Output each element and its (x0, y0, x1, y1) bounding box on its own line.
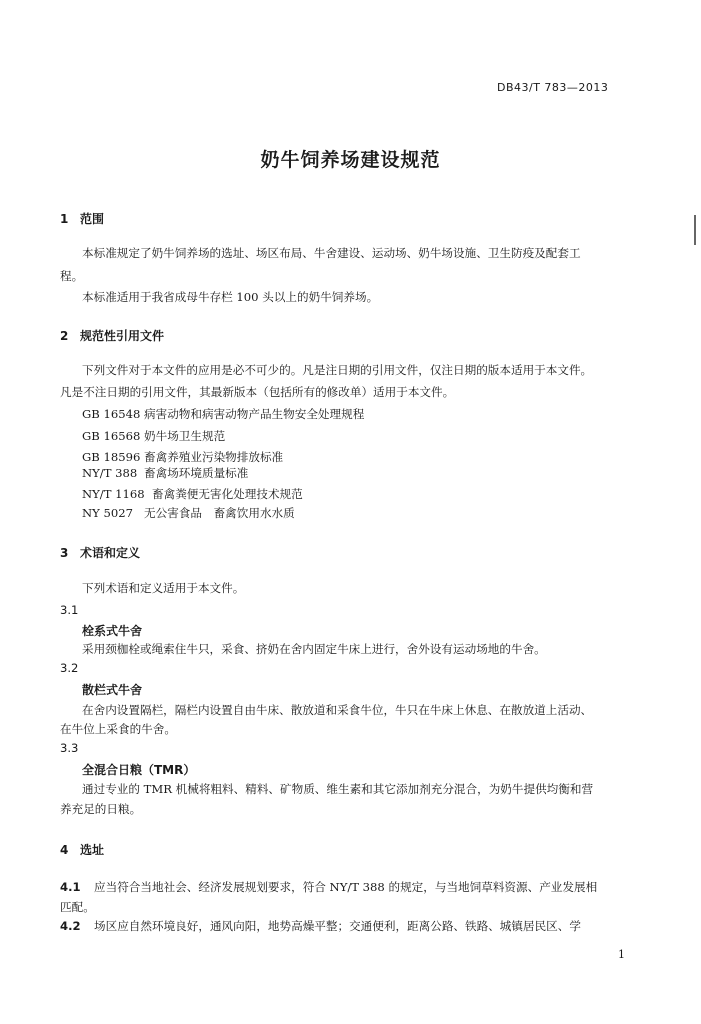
section-1-heading (60, 210, 104, 227)
section-number: 1 (60, 212, 69, 226)
page-number: 1 (618, 948, 625, 961)
reference-item (82, 449, 283, 465)
section-2-heading (60, 327, 164, 344)
reference-item (82, 505, 295, 521)
term-definition: 在牛位上采食的牛舍。 (60, 722, 176, 736)
section-3-heading (60, 544, 140, 561)
paragraph: 本标准适用于我省成母牛存栏 100 头以上的奶牛饲养场。 (82, 290, 379, 304)
paragraph: 下列术语和定义适用于本文件。 (82, 581, 245, 595)
term-number: 3.1 (60, 603, 79, 617)
paragraph: 凡是不注日期的引用文件，其最新版本（包括所有的修改单）适用于本文件。 (60, 385, 455, 399)
reference-code: GB 16548 (82, 407, 141, 421)
clause-number: 4.1 (60, 880, 81, 894)
standard-code: DB43/T 783—2013 (497, 81, 609, 94)
reference-item (82, 406, 364, 422)
reference-item (82, 465, 248, 481)
clause-continuation: 匹配。 (60, 900, 95, 914)
reference-code: GB 16568 (82, 429, 141, 443)
term-name: 散栏式牛舍 (82, 683, 143, 697)
clause (60, 879, 597, 895)
reference-item (82, 428, 225, 444)
paragraph: 程。 (60, 269, 84, 283)
clause (60, 918, 581, 934)
section-number: 4 (60, 843, 69, 857)
reference-code: GB 18596 (82, 450, 141, 464)
reference-item (82, 486, 303, 502)
section-number: 3 (60, 546, 69, 560)
section-title: 术语和定义 (80, 546, 141, 560)
scan-margin-mark (694, 215, 696, 245)
document-title: 奶牛饲养场建设规范 (260, 149, 441, 171)
reference-title: 畜禽养殖业污染物排放标准 (144, 450, 284, 464)
reference-code: NY/T 388 (82, 466, 138, 480)
term-name: 全混合日粮（TMR） (82, 763, 196, 777)
term-definition: 采用颈枷栓或绳索住牛只，采食、挤奶在舍内固定牛床上进行，舍外设有运动场地的牛舍。 (82, 642, 546, 656)
term-definition: 通过专业的 TMR 机械将粗料、精料、矿物质、维生素和其它添加剂充分混合，为奶牛提供均衡和营 (82, 782, 594, 796)
reference-title: 畜禽场环境质量标准 (144, 466, 249, 480)
paragraph: 下列文件对于本文件的应用是必不可少的。凡是注日期的引用文件，仅注日期的版本适用于本文件。 (82, 363, 593, 377)
section-title: 规范性引用文件 (80, 329, 165, 343)
reference-code: NY 5027 (82, 506, 133, 520)
reference-title: 无公害食品 畜禽饮用水水质 (144, 506, 295, 520)
reference-code: NY/T 1168 (82, 487, 145, 501)
section-title: 选址 (80, 843, 105, 857)
section-number: 2 (60, 329, 69, 343)
reference-title: 病害动物和病害动物产品生物安全处理规程 (144, 407, 365, 421)
section-title: 范围 (80, 212, 105, 226)
section-4-heading (60, 841, 104, 858)
clause-text: 场区应自然环境良好，通风向阳，地势高燥平整；交通便利，距离公路、铁路、城镇居民区、学 (94, 919, 581, 933)
reference-title: 奶牛场卫生规范 (144, 429, 226, 443)
clause-number: 4.2 (60, 919, 81, 933)
clause-text: 应当符合当地社会、经济发展规划要求，符合 NY/T 388 的规定，与当地饲草料资源、产业发展相 (94, 880, 598, 894)
term-definition: 在舍内设置隔栏，隔栏内设置自由牛床、散放道和采食牛位，牛只在牛床上休息、在散放道上活动、 (82, 703, 593, 717)
term-number: 3.2 (60, 661, 79, 675)
term-name: 栓系式牛舍 (82, 624, 143, 638)
reference-title: 畜禽粪便无害化处理技术规范 (152, 487, 303, 501)
term-number: 3.3 (60, 741, 79, 755)
paragraph: 本标准规定了奶牛饲养场的选址、场区布局、牛舍建设、运动场、奶牛场设施、卫生防疫及配套工 (82, 246, 581, 260)
term-definition: 养充足的日粮。 (60, 802, 142, 816)
